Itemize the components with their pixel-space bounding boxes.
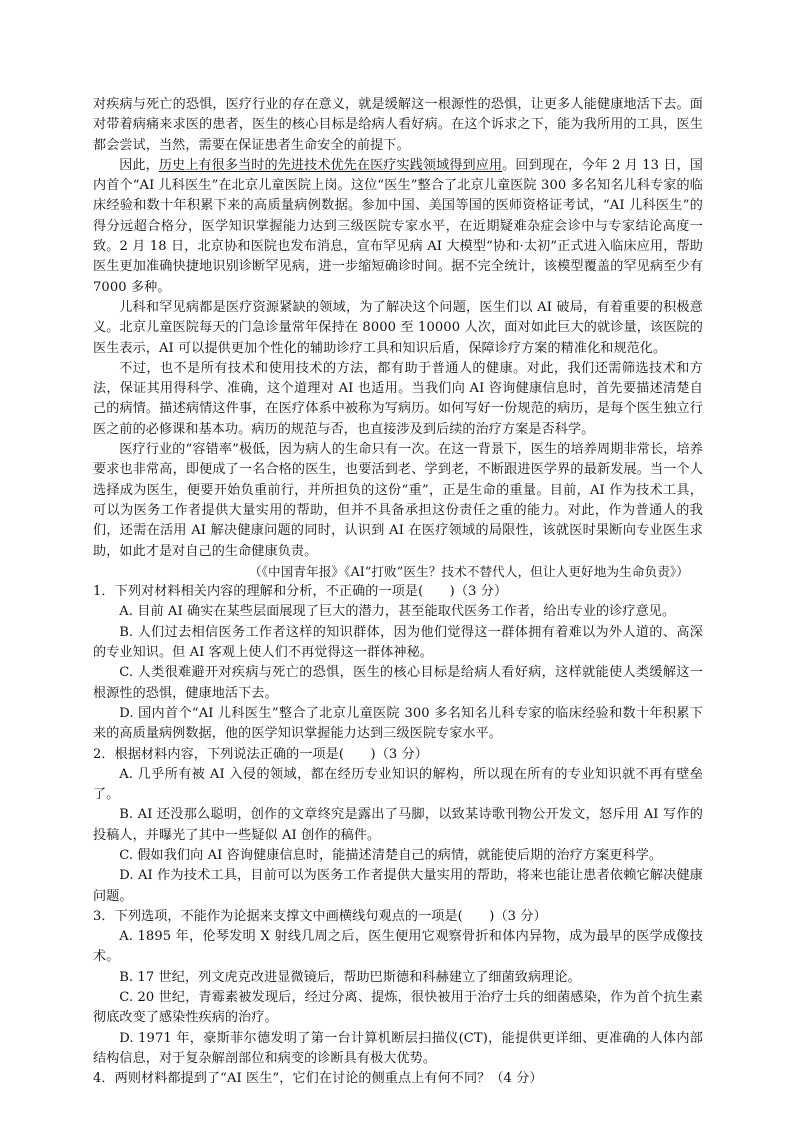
option-d: D. 国内首个“AI 儿科医生”整合了北京儿童医院 300 多名知名儿科专家的临床经验和数十年积累下来的高质量病例数据，他的医学知识掌握能力达到三级医院专家水平。: [93, 705, 703, 742]
paragraph-text: 因此，: [119, 157, 159, 173]
document-page: [93, 95, 703, 1090]
paragraph: [93, 156, 703, 298]
paragraph-text: 。回到现在，今年 2 月 13 日，国内首个“AI 儿科医生”在北京儿童医院上岗。这位“医生”整合了北京儿童医院 300 多名知名儿科专家的临床经验和数十年积累下来的高质量病例数据。参加中国、美国等国的医师资格证考试，“AI 儿科医生”的得分远超合格分，医学知识掌握能力达到三级医院专家水平，在近期疑难杂症会诊中与专家结论高度一致。2 月 18 日，北京协和医院也发布消息，宣布罕见病 AI 大模型“协和·太初”正式进入临床应用，帮助医生更加准确快捷地识别诊断罕见病，进一步缩短确诊时间。据不完全统计，该模型覆盖的罕见病至少有 7000 多种。: [93, 157, 703, 295]
option-b: B. 17 世纪，列文虎克改进显微镜后，帮助巴斯德和科赫建立了细菌致病理论。: [119, 969, 581, 985]
question-stem: 1．下列对材料相关内容的理解和分析，不正确的一项是( )（3 分）: [93, 584, 508, 600]
option-a: A. 几乎所有被 AI 入侵的领域，都在经历专业知识的解构，所以现在所有的专业知识就不再有壁垒了。: [93, 766, 703, 803]
option-b: B. 人们过去相信医务工作者这样的知识群体，因为他们觉得这一群体拥有着难以为外人道的、高深的专业知识。但 AI 客观上使人们不再觉得这一群体神秘。: [93, 624, 703, 661]
paragraph: 不过，也不是所有技术和使用技术的方法，都有助于普通人的健康。对此，我们还需筛选技术和方法，保证其用得科学、准确，这个道理对 AI 也适用。当我们向 AI 咨询健康信息时，首先要描述清楚自己的病情。描述病情这件事，在医疗体系中被称为写病历。如何写好一份规范的病历，是每个医生独立行医之前的必修课和基本功。病历的规范与否，也直接涉及到后续的治疗方案是否科学。: [93, 360, 703, 437]
underlined-sentence: 历史上有很多当时的先进技术优先在医疗实践领域得到应用: [158, 157, 503, 173]
option-d: D. 1971 年，豪斯菲尔德发明了第一台计算机断层扫描仪(CT)，能提供更详细、更准确的人体内部结构信息，对于复杂解剖部位和病变的诊断具有极大优势。: [93, 1030, 703, 1066]
option-d: D. AI 作为技术工具，目前可以为医务工作者提供大量实用的帮助，将来也能让患者依赖它解决健康问题。: [93, 868, 703, 904]
source-citation: （《中国青年报》《AI“打败”医生？技术不替代人，但让人更好地为生命负责》）: [248, 563, 689, 579]
question-stem: 4．两则材料都提到了“AI 医生”，它们在讨论的侧重点上有何不同？（4 分）: [93, 1071, 543, 1087]
paragraph: 儿科和罕见病都是医疗资源紧缺的领域，为了解决这个问题，医生们以 AI 破局，有着重要的积极意义。北京儿童医院每天的门急诊量常年保持在 8000 至 10000 人次，面对如此巨大的就诊量，该医院的医生表示，AI 可以提供更加个性化的辅助诊疗工具和知识后盾，保障诊疗方案的精准化和规范化。: [93, 299, 703, 356]
option-c: C. 人类很难避开对疾病与死亡的恐惧，医生的核心目标是给病人看好病，这样就能使人类缓解这一根源性的恐惧，健康地活下去。: [93, 665, 703, 701]
option-a: A. 目前 AI 确实在某些层面展现了巨大的潜力，甚至能取代医务工作者，给出专业的诊疗意见。: [119, 604, 676, 620]
option-b: B. AI 还没那么聪明，创作的文章终究是露出了马脚，以致某诗歌刊物公开发文，怒斥用 AI 写作的投稿人，并曝光了其中一些疑似 AI 创作的稿件。: [93, 807, 703, 843]
paragraph: 医疗行业的“容错率”极低，因为病人的生命只有一次。在这一背景下，医生的培养周期非常长，培养要求也非常高，即便成了一名合格的医生，也要活到老、学到老，不断跟进医学界的最新发展。当一个人选择成为医生，便要开始负重前行，并所担负的这份“重”，正是生命的重量。目前，AI 作为技术工具，可以为医务工作者提供大量实用的帮助，但并不具备承担这份责任之重的能力。对此，作为普通人的我们，还需在活用 AI 解决健康问题的同时，认识到 AI 在医疗领域的局限性，该就医时果断向专业医生求助，如此才是对自己的生命健康负责。: [93, 442, 703, 559]
paragraph: 对疾病与死亡的恐惧，医疗行业的存在意义，就是缓解这一根源性的恐惧，让更多人能健康地活下去。面对带着病痛来求医的患者，医生的核心目标是给病人看好病。在这个诉求之下，能为我所用的工具，医生都会尝试，当然，需要在保证患者生命安全的前提下。: [93, 97, 703, 153]
option-c: C. 20 世纪，青霉素被发现后，经过分离、提炼，很快被用于治疗士兵的细菌感染，作为首个抗生素彻底改变了感染性疾病的治疗。: [93, 990, 703, 1026]
option-c: C. 假如我们向 AI 咨询健康信息时，能描述清楚自己的病情，就能使后期的治疗方案更科学。: [119, 847, 663, 863]
option-a: A. 1895 年，伦琴发明 X 射线几周之后，医生便用它观察骨折和体内异物，成为最早的医学成像技术。: [93, 929, 703, 965]
question-stem: 2．根据材料内容，下列说法正确的一项是( )（3 分）: [93, 746, 428, 762]
question-stem: 3．下列选项，不能作为论据来支撑文中画横线句观点的一项是( )（3 分）: [93, 908, 547, 924]
